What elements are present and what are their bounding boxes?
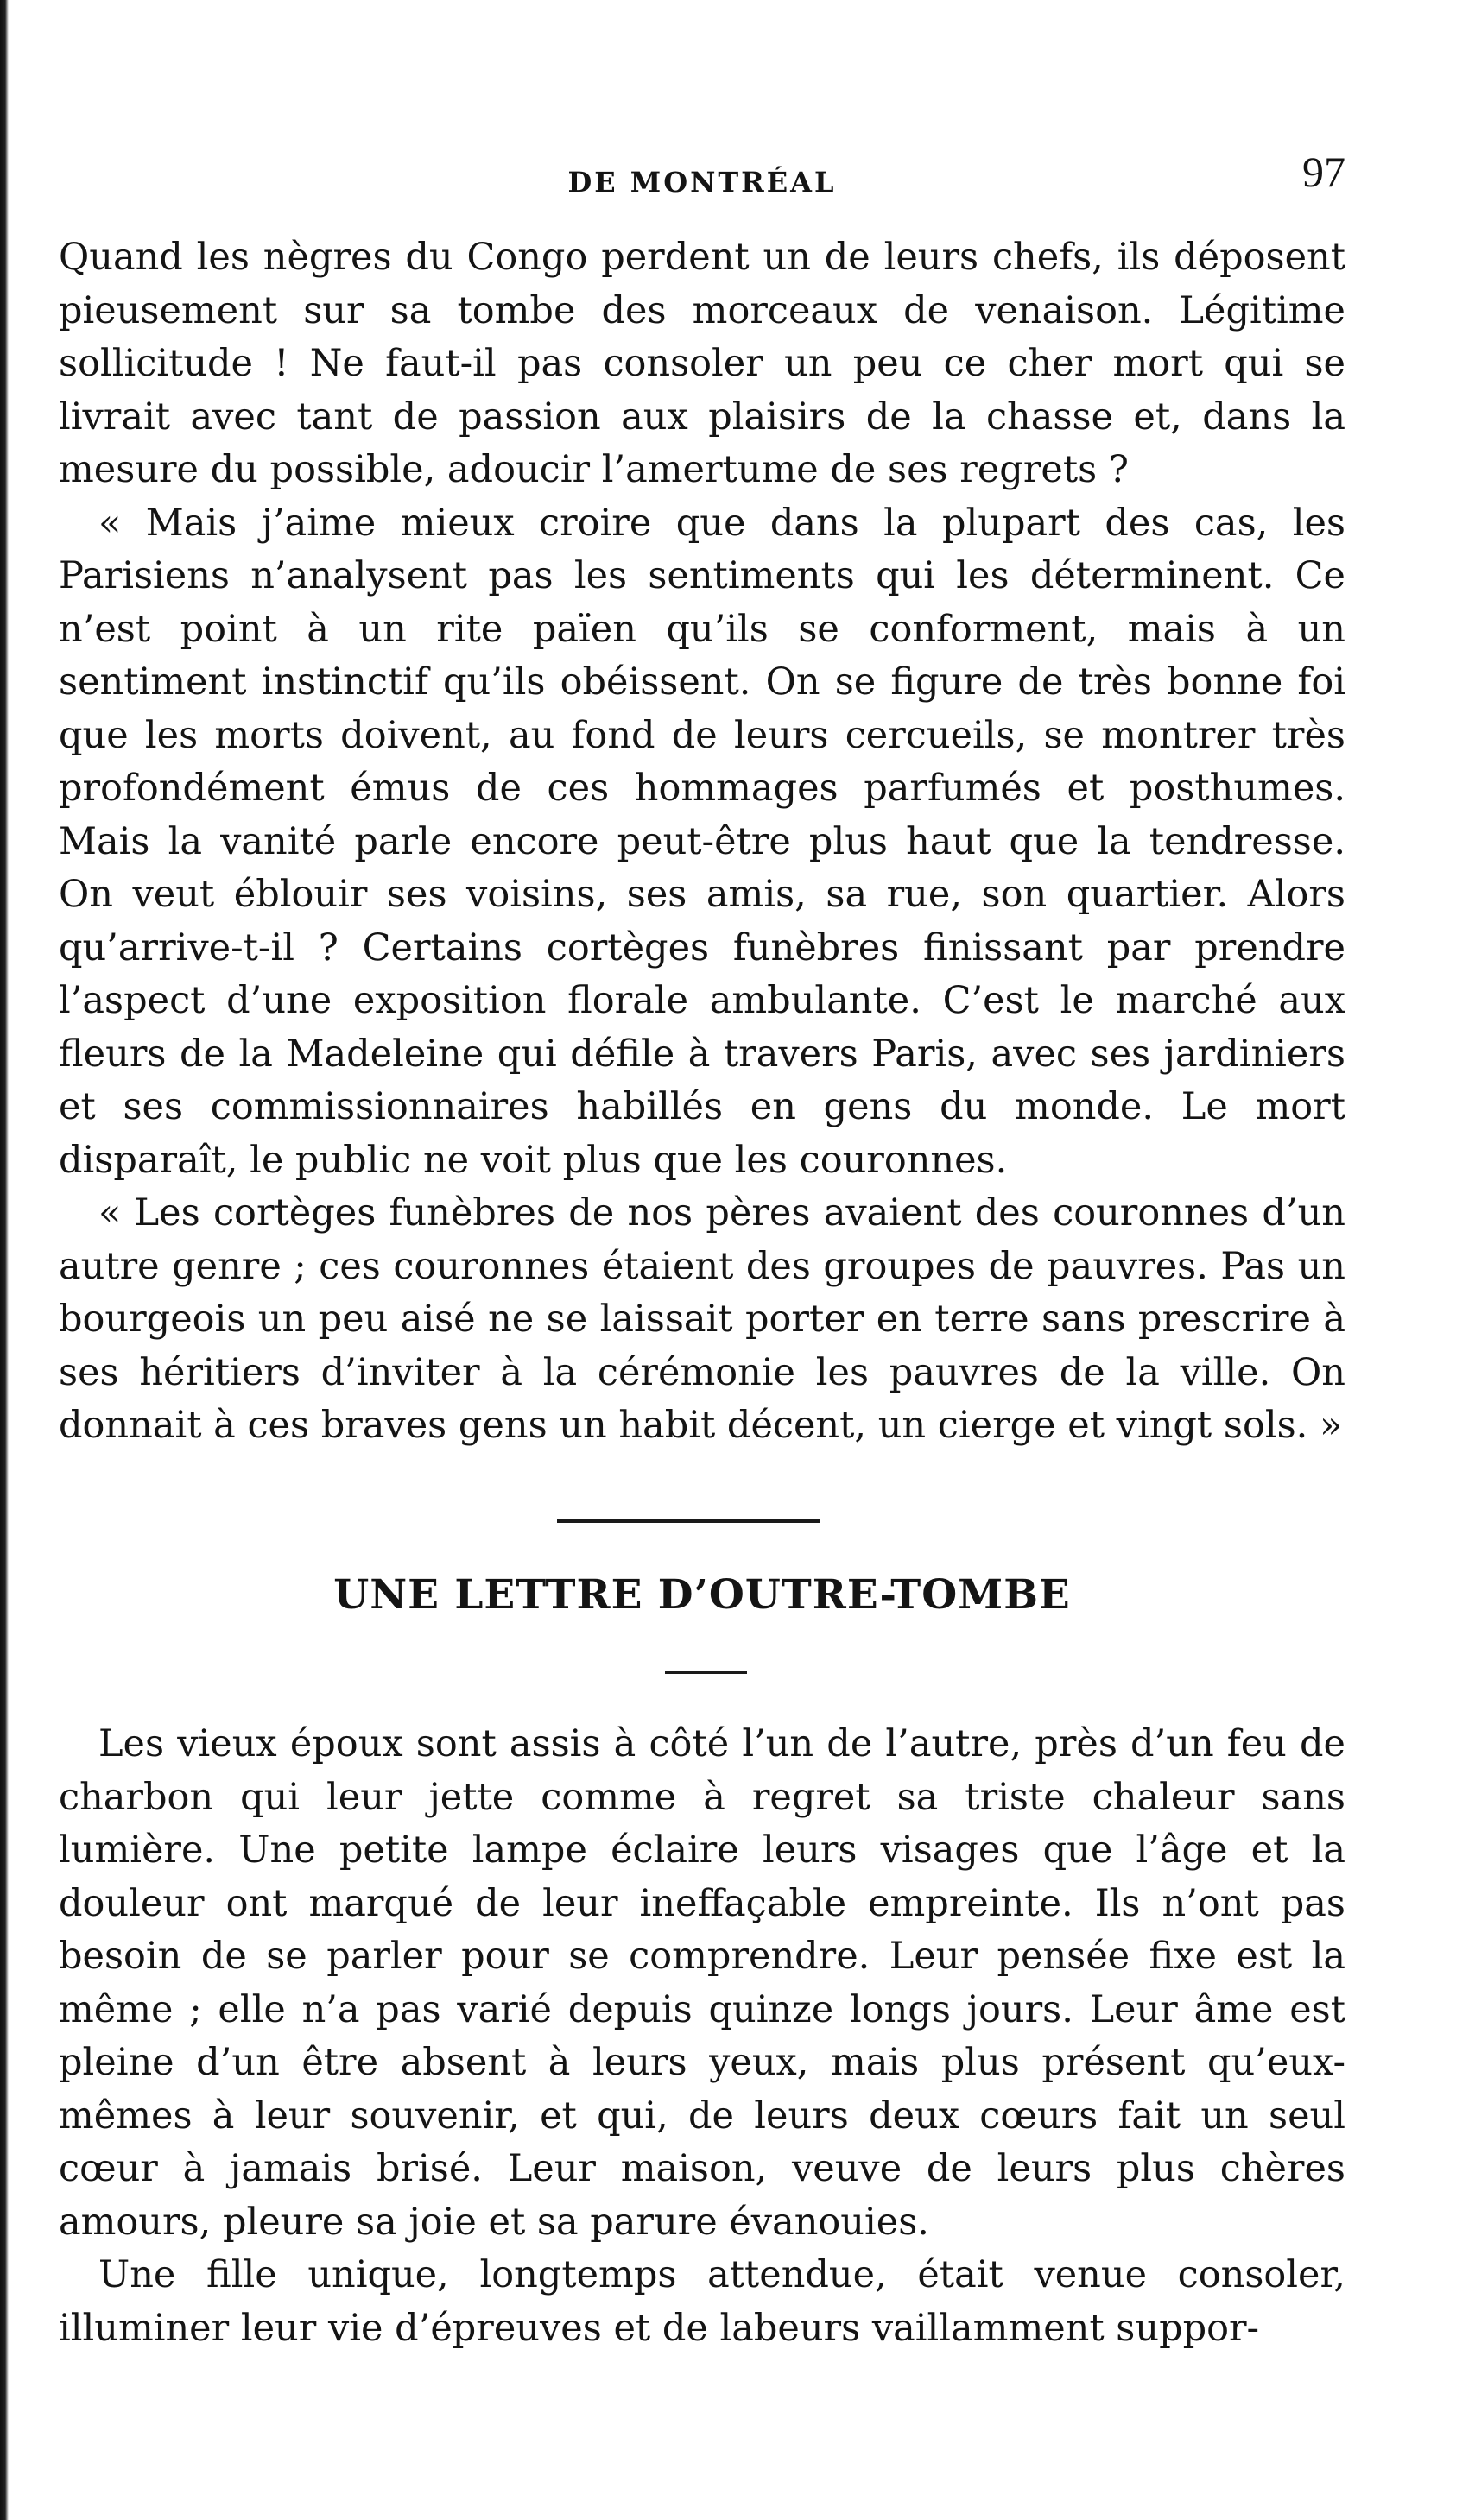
body-text-section-2: [59, 1718, 1345, 2355]
paragraph-congo: Quand les nègres du Congo perdent un de leurs chefs, ils déposent pieusement sur sa tombe des morceaux de venaison. Légitime sollicitude ! Ne faut-il pas consoler un peu ce cher mort qui se livrait avec tant de passion aux plaisirs de la chasse et, dans la mesure du possible, adoucir l’amertume de ses regrets ?: [59, 236, 1345, 491]
paragraph-fille-unique: Une fille unique, longtemps attendue, était venue consoler, illuminer leur vie d’épreuves et de labeurs vaillamment suppor-: [59, 2253, 1345, 2350]
page-number: 97: [1302, 148, 1345, 196]
paragraph-vieux-epoux: Les vieux époux sont assis à côté l’un de l’autre, près d’un feu de charbon qui leur jette comme à regret sa triste chaleur sans lumière. Une petite lampe éclaire leurs visages que l’âge et la douleur ont marqué de leur ineffaçable empreinte. Ils n’ont pas besoin de se parler pour se comprendre. Leur pensée fixe est la même ; elle n’a pas varié depuis quinze longs jours. Leur âme est pleine d’un être absent à leurs yeux, mais plus présent qu’eux-mêmes à leur souvenir, et qui, de leurs deux cœurs fait un seul cœur à jamais brisé. Leur maison, veuve de leurs plus chères amours, pleure sa joie et sa parure évanouies.: [59, 1722, 1345, 2244]
section-title: UNE LETTRE D’OUTRE-TOMBE: [333, 1571, 1071, 1619]
running-title: DE MONTRÉAL: [567, 166, 837, 199]
title-underline: [665, 1671, 747, 1674]
body-text-section-1: [59, 231, 1345, 1453]
section-divider: [557, 1519, 820, 1523]
scan-edge: [0, 0, 9, 2520]
page-header: [59, 147, 1345, 207]
paragraph-parisiens: « Mais j’aime mieux croire que dans la plupart des cas, les Parisiens n’analysent pas les sentiments qui les déterminent. Ce n’est point à un rite païen qu’ils se conforment, mais à un sentiment instinctif qu’ils obéissent. On se figure de très bonne foi que les morts doivent, au fond de leurs cercueils, se montrer très profondément émus de ces hommages parfumés et posthumes. Mais la vanité parle encore peut-être plus haut que la tendresse. On veut éblouir ses voisins, ses amis, sa rue, son quartier. Alors qu’arrive-t-il ? Certains cortèges funèbres finissant par prendre l’aspect d’une exposition florale ambulante. C’est le marché aux fleurs de la Madeleine qui défile à travers Paris, avec ses jardiniers et ses commissionnaires habillés en gens du monde. Le mort disparaît, le public ne voit plus que les couronnes.: [59, 501, 1345, 1182]
paragraph-corteges: « Les cortèges funèbres de nos pères avaient des couronnes d’un autre genre ; ces couronnes étaient des groupes de pauvres. Pas un bourgeois un peu aisé ne se laissait porter en terre sans prescrire à ses héritiers d’inviter à la cérémonie les pauvres de la ville. On donnait à ces braves gens un habit décent, un cierge et vingt sols. »: [59, 1191, 1345, 1447]
